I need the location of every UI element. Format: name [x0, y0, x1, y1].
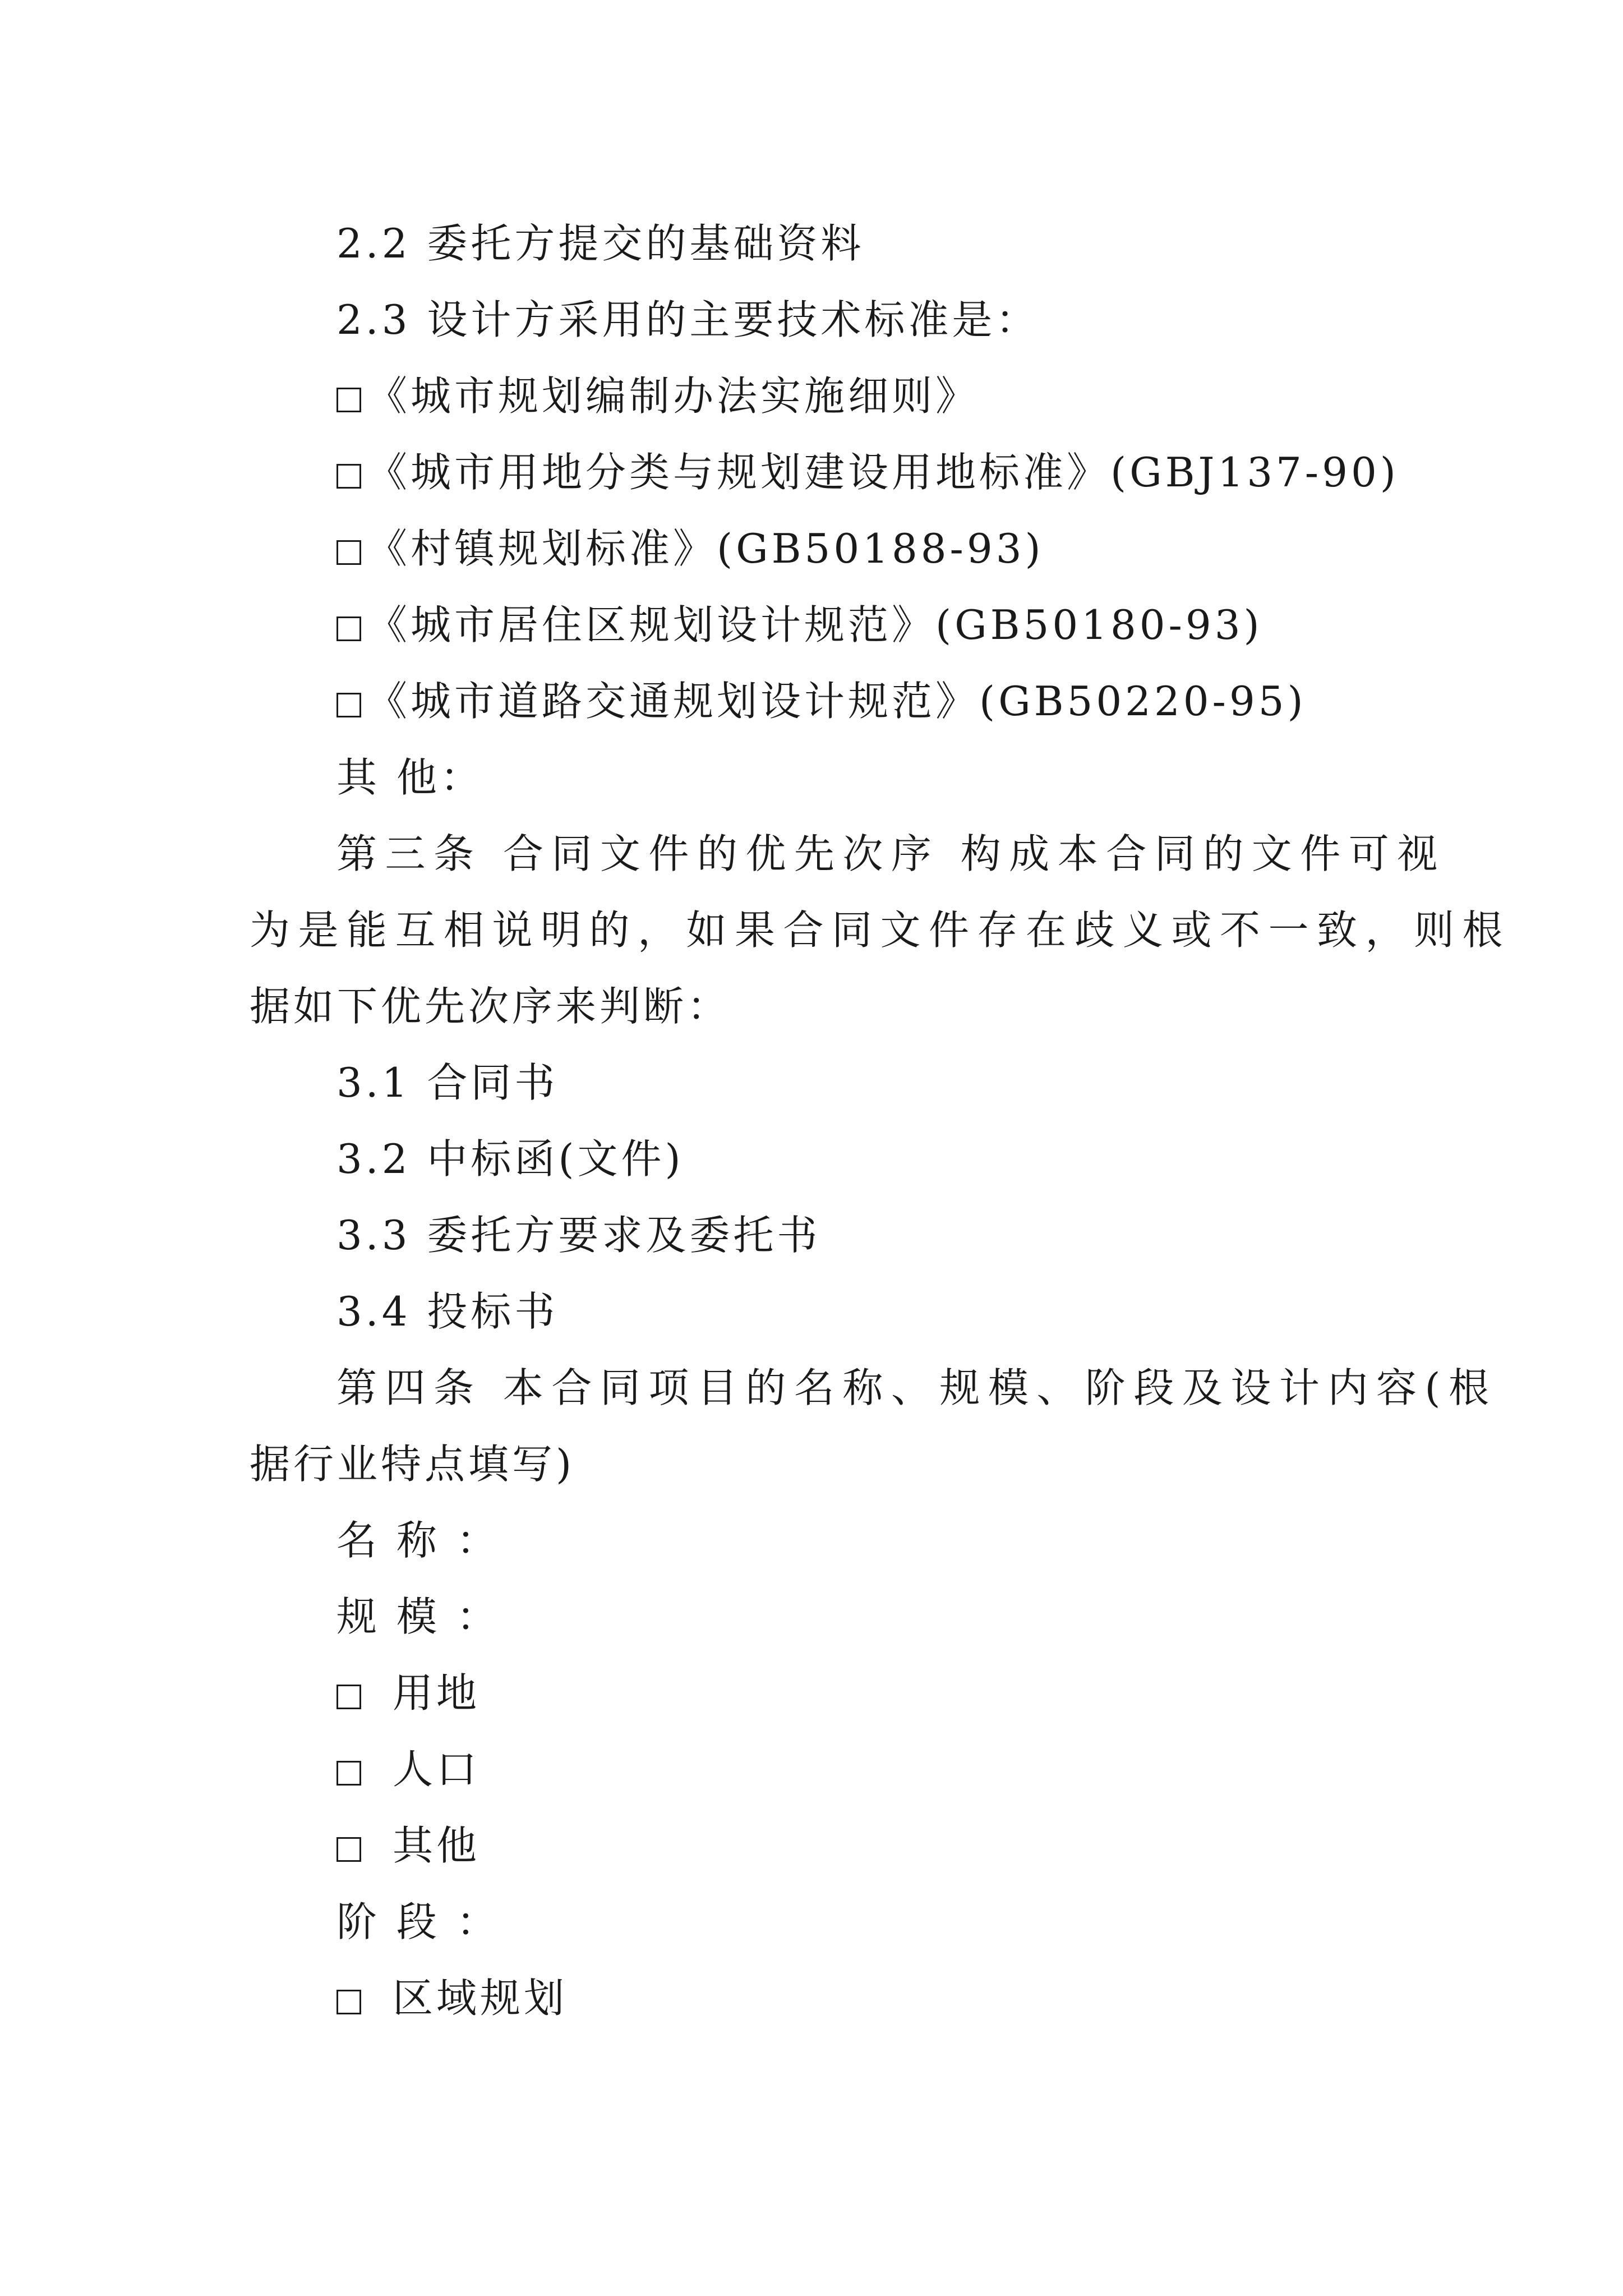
scale-option-label: 用地 [393, 1669, 481, 1717]
checkbox[interactable] [336, 1990, 361, 2014]
standard-label: 《城市用地分类与规划建设用地标准》(GBJ137-90) [367, 449, 1399, 496]
standard-label: 《城市道路交通规划设计规范》(GB50220-95) [367, 678, 1307, 725]
standard-item [336, 673, 1307, 729]
stage-option-label: 区域规划 [393, 1975, 568, 2022]
standard-item [336, 444, 1399, 500]
checkbox[interactable] [336, 540, 361, 565]
checkbox[interactable] [336, 388, 361, 412]
scale-option [336, 1665, 480, 1721]
scale-option [336, 1818, 480, 1874]
stage-label: 阶 段 ： [336, 1898, 500, 1945]
checkbox[interactable] [336, 693, 361, 717]
stage-option [336, 1970, 568, 2026]
standard-label: 《村镇规划标准》(GB50188-93) [367, 525, 1044, 572]
article-3-heading: 第三条 合同文件的优先次序 构成本合同的文件可视 [336, 830, 1446, 877]
name-label: 名 称 ： [336, 1517, 500, 1564]
scale-option-label: 人口 [393, 1746, 481, 1793]
standard-label: 《城市规划编制办法实施细则》 [367, 372, 980, 420]
article-4-heading: 第四条 本合同项目的名称、规模、阶段及设计内容(根 [336, 1364, 1497, 1411]
scale-option-label: 其他 [393, 1822, 481, 1869]
priority-item: 3.4 投标书 [336, 1288, 559, 1335]
scale-option [336, 1741, 480, 1797]
item-2-3: 2.3 设计方采用的主要技术标准是： [336, 296, 1040, 343]
other-label: 其 他： [336, 754, 484, 801]
standard-item [336, 521, 1044, 577]
standard-label: 《城市居住区规划设计规范》(GB50180-93) [367, 601, 1263, 648]
standard-item [336, 597, 1263, 653]
item-2-2: 2.2 委托方提交的基础资料 [336, 220, 865, 267]
article-3-text: 据如下优先次序来判断： [250, 983, 731, 1030]
priority-item: 3.1 合同书 [336, 1059, 559, 1106]
checkbox[interactable] [336, 1685, 361, 1709]
article-3-text: 为是能互相说明的，如果合同文件存在歧义或不一致，则根 [250, 907, 1511, 954]
standard-item [336, 368, 979, 424]
checkbox[interactable] [336, 464, 361, 489]
scale-label: 规 模 ： [336, 1593, 500, 1640]
article-4-text: 据行业特点填写) [250, 1441, 575, 1488]
checkbox[interactable] [336, 616, 361, 641]
checkbox[interactable] [336, 1761, 361, 1786]
checkbox[interactable] [336, 1837, 361, 1862]
priority-item: 3.3 委托方要求及委托书 [336, 1212, 821, 1259]
priority-item: 3.2 中标函(文件) [336, 1135, 684, 1182]
